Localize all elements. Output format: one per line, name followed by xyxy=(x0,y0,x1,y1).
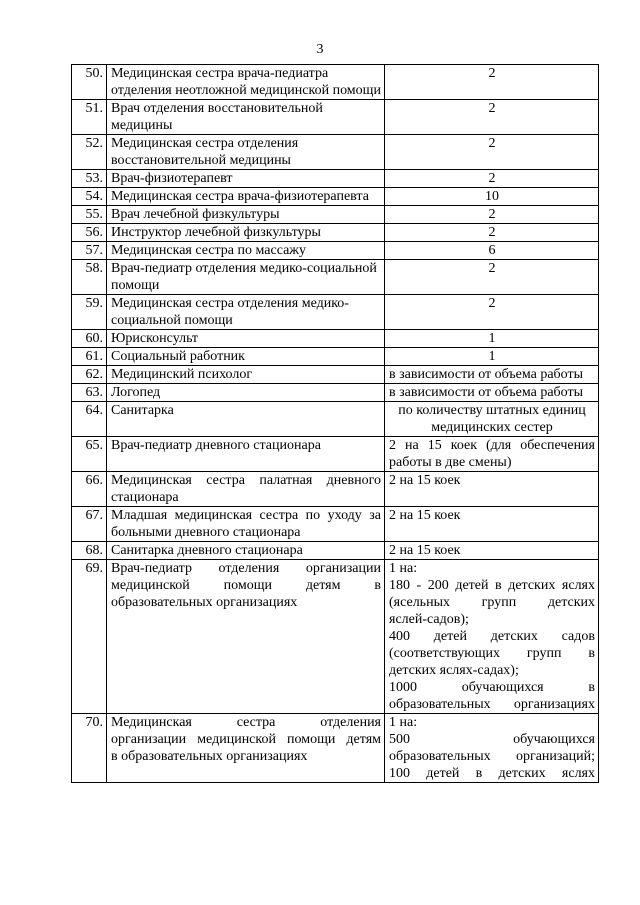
norm-cell: 2 на 15 коек xyxy=(385,507,599,542)
position-cell: Медицинский психолог xyxy=(107,366,385,384)
position-cell: Инструктор лечебной физкультуры xyxy=(107,224,385,242)
position-cell: Медицинская сестра по массажу xyxy=(107,242,385,260)
table-row xyxy=(72,348,599,366)
norm-line: 1000 обучающихся в xyxy=(389,680,595,695)
table-row xyxy=(72,188,599,206)
row-number: 65. xyxy=(72,437,107,472)
position-line: образовательных организациях xyxy=(111,595,298,610)
norm-cell: 2 на 15 коек xyxy=(385,542,599,560)
table-row xyxy=(72,560,599,714)
norm-line: 500 обучающихся xyxy=(389,732,595,747)
position-cell: Врач-педиатр дневного стационара xyxy=(107,437,385,472)
norm-line: детских яслях-садах); xyxy=(389,663,519,678)
norm-cell: 2 на 15 коек xyxy=(385,472,599,507)
row-number: 69. xyxy=(72,560,107,714)
norm-line: (ясельных групп детских xyxy=(389,595,595,610)
norm-cell: 2 xyxy=(385,206,599,224)
norm-line: 1 на: xyxy=(389,715,418,730)
table-row xyxy=(72,330,599,348)
position-cell: Врач-педиатр отделения медико-социальной помощи xyxy=(107,260,385,295)
row-number: 61. xyxy=(72,348,107,366)
position-cell: Санитарка xyxy=(107,402,385,437)
position-cell: Врач-физиотерапевт xyxy=(107,170,385,188)
table-row xyxy=(72,507,599,542)
position-cell: Логопед xyxy=(107,384,385,402)
page-number: 3 xyxy=(316,42,324,57)
norm-cell: 2 xyxy=(385,260,599,295)
table-row xyxy=(72,170,599,188)
position-line: Медицинская сестра отделения xyxy=(111,715,381,730)
norm-line: 180 - 200 детей в детских яслях xyxy=(389,578,595,593)
row-number: 55. xyxy=(72,206,107,224)
row-number: 58. xyxy=(72,260,107,295)
norm-cell: 2 xyxy=(385,65,599,100)
table-row xyxy=(72,366,599,384)
norm-cell: 10 xyxy=(385,188,599,206)
norm-cell xyxy=(385,714,599,783)
position-cell: Юрисконсульт xyxy=(107,330,385,348)
norm-line: (соответствующих групп в xyxy=(389,646,595,661)
norm-cell: 2 на 15 коек (для обеспечения работы в две смены) xyxy=(385,437,599,472)
norm-line: 1 на: xyxy=(389,561,418,576)
row-number: 50. xyxy=(72,65,107,100)
row-number: 64. xyxy=(72,402,107,437)
position-cell: Медицинская сестра отделения восстановительной медицины xyxy=(107,135,385,170)
table-row xyxy=(72,260,599,295)
table-row xyxy=(72,472,599,507)
position-cell: Медицинская сестра отделения медико-социальной помощи xyxy=(107,295,385,330)
position-line: организации медицинской помощи детям xyxy=(111,732,381,747)
norm-cell: 6 xyxy=(385,242,599,260)
row-number: 68. xyxy=(72,542,107,560)
position-cell xyxy=(107,560,385,714)
table-row xyxy=(72,242,599,260)
row-number: 56. xyxy=(72,224,107,242)
norm-cell: 2 xyxy=(385,100,599,135)
norm-cell: 2 xyxy=(385,295,599,330)
row-number: 59. xyxy=(72,295,107,330)
row-number: 66. xyxy=(72,472,107,507)
position-line: медицинской помощи детям в xyxy=(111,578,381,593)
row-number: 67. xyxy=(72,507,107,542)
position-cell: Врач отделения восстановительной медицины xyxy=(107,100,385,135)
row-number: 63. xyxy=(72,384,107,402)
table-row xyxy=(72,100,599,135)
position-cell: Санитарка дневного стационара xyxy=(107,542,385,560)
row-number: 53. xyxy=(72,170,107,188)
norm-line: образовательных организаций; xyxy=(389,749,595,764)
norm-cell: 2 xyxy=(385,224,599,242)
table-row xyxy=(72,224,599,242)
norm-cell: 2 xyxy=(385,170,599,188)
norm-cell xyxy=(385,560,599,714)
norm-cell: 1 xyxy=(385,348,599,366)
position-line: Врач-педиатр отделения организации xyxy=(111,561,381,576)
norm-cell: 2 xyxy=(385,135,599,170)
position-cell xyxy=(107,714,385,783)
norm-line: 400 детей детских садов xyxy=(389,629,595,644)
table-row xyxy=(72,714,599,783)
table-row xyxy=(72,206,599,224)
position-cell: Врач лечебной физкультуры xyxy=(107,206,385,224)
position-line: в образовательных организациях xyxy=(111,749,308,764)
norm-line: яслей-садов); xyxy=(389,612,469,627)
row-number: 57. xyxy=(72,242,107,260)
row-number: 54. xyxy=(72,188,107,206)
row-number: 70. xyxy=(72,714,107,783)
row-number: 51. xyxy=(72,100,107,135)
norm-cell: 1 xyxy=(385,330,599,348)
row-number: 52. xyxy=(72,135,107,170)
position-cell: Медицинская сестра врача-педиатра отделения неотложной медицинской помощи xyxy=(107,65,385,100)
table-row xyxy=(72,135,599,170)
table-row xyxy=(72,384,599,402)
norm-cell: по количеству штатных единиц медицинских сестер xyxy=(385,402,599,437)
position-cell: Медицинская сестра врача-физиотерапевта xyxy=(107,188,385,206)
table-row xyxy=(72,542,599,560)
norm-cell: в зависимости от объема работы xyxy=(385,384,599,402)
norm-line: 100 детей в детских яслях xyxy=(389,766,595,781)
row-number: 60. xyxy=(72,330,107,348)
staff-table xyxy=(71,64,599,783)
norm-line: образовательных организациях xyxy=(389,697,595,712)
row-number: 62. xyxy=(72,366,107,384)
table-row xyxy=(72,437,599,472)
table-row xyxy=(72,402,599,437)
norm-cell: в зависимости от объема работы xyxy=(385,366,599,384)
table-row xyxy=(72,65,599,100)
position-cell: Младшая медицинская сестра по уходу за больными дневного стационара xyxy=(107,507,385,542)
position-cell: Социальный работник xyxy=(107,348,385,366)
table-row xyxy=(72,295,599,330)
position-cell: Медицинская сестра палатная дневного стационара xyxy=(107,472,385,507)
